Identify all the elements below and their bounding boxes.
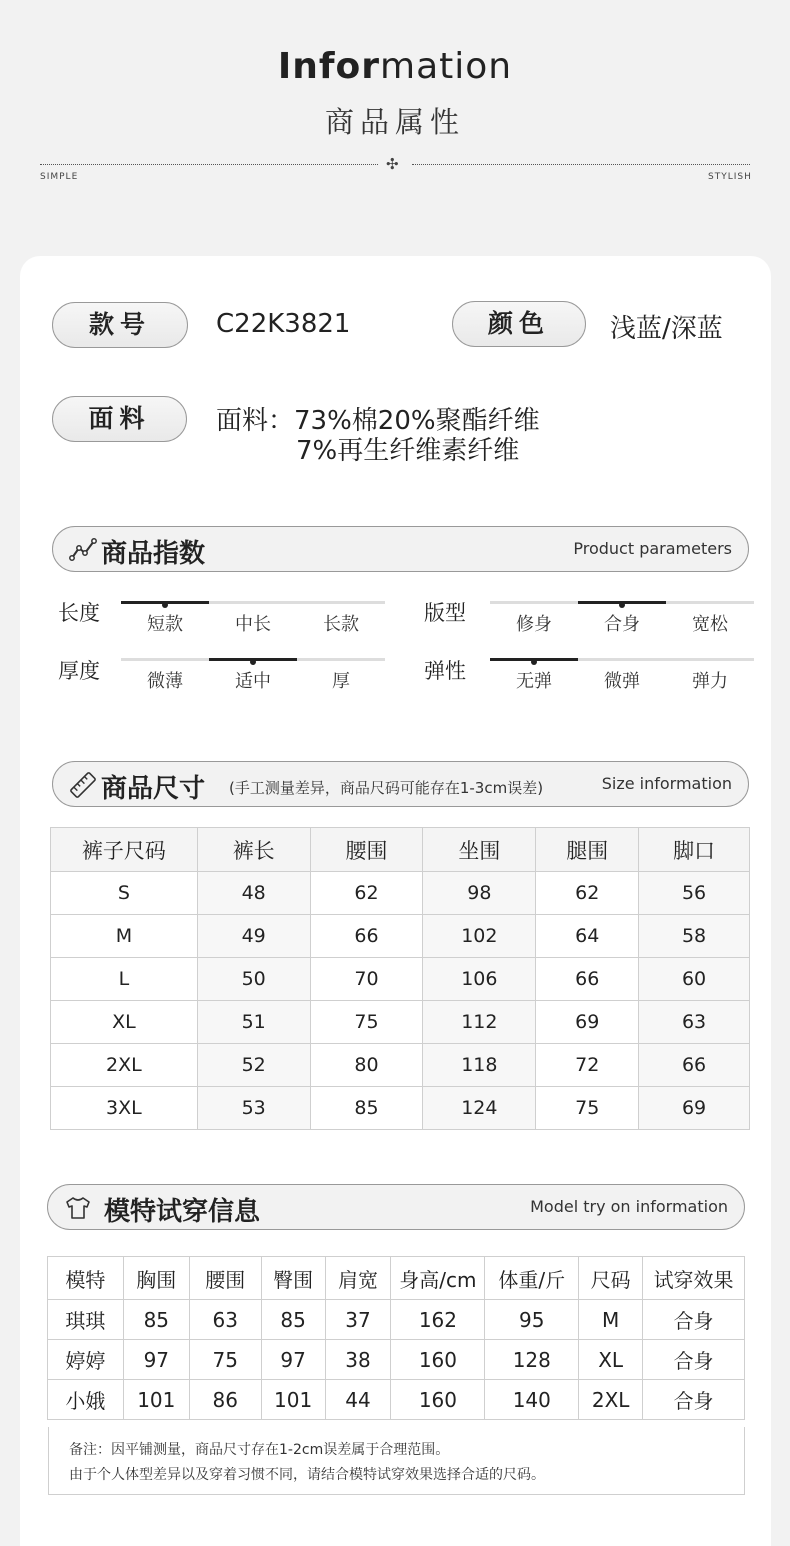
tag-simple: SIMPLE: [40, 172, 79, 182]
size-table-header-cell: 裤长: [197, 828, 310, 872]
model-table-row: [48, 1380, 745, 1420]
index-option: 合身: [604, 614, 640, 635]
model-table-cell: M: [579, 1300, 643, 1340]
index-label: 厚度: [58, 659, 100, 683]
size-table-cell: 51: [197, 1001, 310, 1044]
size-table-cell: 66: [536, 958, 639, 1001]
model-table-cell: 85: [261, 1300, 325, 1340]
size-table-cell: 56: [639, 872, 750, 915]
model-table-cell: 86: [189, 1380, 261, 1420]
size-table-cell: 98: [423, 872, 536, 915]
size-table-header-row: [51, 828, 750, 872]
model-table-cell: 97: [123, 1340, 189, 1380]
size-table-row: [51, 915, 750, 958]
size-table-cell: 3XL: [51, 1087, 198, 1130]
index-option: 长款: [323, 614, 359, 635]
index-marker: [162, 602, 168, 608]
size-table-cell: 58: [639, 915, 750, 958]
model-table-header-cell: 模特: [48, 1257, 124, 1300]
model-table-cell: 128: [485, 1340, 579, 1380]
size-table-cell: 75: [310, 1001, 423, 1044]
model-table-cell: 140: [485, 1380, 579, 1420]
size-table-cell: 106: [423, 958, 536, 1001]
size-table-cell: 72: [536, 1044, 639, 1087]
product-index-header: [52, 526, 749, 572]
size-table-cell: 124: [423, 1087, 536, 1130]
size-table-cell: 80: [310, 1044, 423, 1087]
size-table-cell: XL: [51, 1001, 198, 1044]
model-table-cell: 合身: [643, 1380, 745, 1420]
size-table-cell: 62: [536, 872, 639, 915]
size-table-row: [51, 1044, 750, 1087]
tag-stylish: STYLISH: [708, 172, 752, 182]
size-table-cell: 66: [310, 915, 423, 958]
model-table-cell: 160: [391, 1340, 485, 1380]
cross-ornament-icon: ✣: [386, 155, 399, 173]
model-table: [47, 1256, 745, 1420]
index-option: 修身: [516, 614, 552, 635]
model-table-header-cell: 身高/cm: [391, 1257, 485, 1300]
size-table-cell: 2XL: [51, 1044, 198, 1087]
size-table-header-cell: 裤子尺码: [51, 828, 198, 872]
model-table-cell: 97: [261, 1340, 325, 1380]
model-note: [48, 1427, 745, 1495]
page-title: [0, 46, 790, 87]
index-marker: [531, 659, 537, 665]
index-option: 微弹: [604, 671, 640, 692]
model-table-cell: 101: [123, 1380, 189, 1420]
size-table-header-cell: 腰围: [310, 828, 423, 872]
model-table-header-cell: 腰围: [189, 1257, 261, 1300]
model-table-cell: 162: [391, 1300, 485, 1340]
model-table-row: [48, 1340, 745, 1380]
note-line-2: 由于个人体型差异以及穿着习惯不同，请结合模特试穿效果选择合适的尺码。: [69, 1467, 545, 1483]
chart-line-icon: [69, 536, 97, 564]
model-table-cell: 38: [325, 1340, 391, 1380]
model-info-subtitle: Model try on information: [530, 1197, 728, 1216]
page-subtitle: 商品属性: [324, 105, 465, 139]
index-label: 版型: [424, 601, 466, 625]
index-option: 适中: [235, 671, 271, 692]
divider-right: [412, 164, 750, 165]
size-table-cell: 112: [423, 1001, 536, 1044]
size-info-subtitle: Size information: [601, 774, 732, 793]
size-table-cell: 48: [197, 872, 310, 915]
size-table-cell: 102: [423, 915, 536, 958]
model-table-header-row: [48, 1257, 745, 1300]
size-info-header: [52, 761, 749, 807]
model-table-cell: 婷婷: [48, 1340, 124, 1380]
size-table-cell: 75: [536, 1087, 639, 1130]
size-table-cell: L: [51, 958, 198, 1001]
size-table-cell: 66: [639, 1044, 750, 1087]
model-table-header-cell: 臀围: [261, 1257, 325, 1300]
model-table-cell: 小娥: [48, 1380, 124, 1420]
size-table-cell: S: [51, 872, 198, 915]
model-table-cell: 101: [261, 1380, 325, 1420]
model-table-cell: 合身: [643, 1340, 745, 1380]
color-value: 浅蓝/深蓝: [610, 314, 723, 344]
model-table-header-cell: 胸围: [123, 1257, 189, 1300]
model-table-cell: 44: [325, 1380, 391, 1420]
size-table-cell: 85: [310, 1087, 423, 1130]
model-table-cell: 160: [391, 1380, 485, 1420]
index-marker: [619, 602, 625, 608]
size-table-cell: 63: [639, 1001, 750, 1044]
size-table: [50, 827, 750, 1130]
index-label: 弹性: [424, 659, 466, 683]
fabric-line-2: 7%再生纤维素纤维: [296, 436, 520, 466]
model-info-header: [47, 1184, 745, 1230]
note-line-1: 备注：因平铺测量，商品尺寸存在1-2cm误差属于合理范围。: [69, 1442, 450, 1458]
model-table-row: [48, 1300, 745, 1340]
index-option: 宽松: [692, 614, 728, 635]
model-table-cell: 37: [325, 1300, 391, 1340]
tshirt-icon: [64, 1194, 92, 1222]
model-table-cell: 2XL: [579, 1380, 643, 1420]
model-table-header-cell: 试穿效果: [643, 1257, 745, 1300]
model-table-cell: 85: [123, 1300, 189, 1340]
size-info-note: (手工测量差异，商品尺码可能存在1-3cm误差): [229, 779, 544, 797]
model-table-cell: 合身: [643, 1300, 745, 1340]
model-table-header-cell: 体重/斤: [485, 1257, 579, 1300]
size-table-cell: 118: [423, 1044, 536, 1087]
size-table-header-cell: 坐围: [423, 828, 536, 872]
size-table-row: [51, 872, 750, 915]
fabric-line-1: 面料：73%棉20%聚酯纤维: [216, 406, 540, 436]
index-option: 微薄: [147, 671, 183, 692]
index-label: 长度: [58, 601, 100, 625]
size-table-cell: 69: [639, 1087, 750, 1130]
fabric-label: 面料: [52, 396, 187, 442]
index-marker: [250, 659, 256, 665]
model-table-header-cell: 肩宽: [325, 1257, 391, 1300]
product-index-title: 商品指数: [101, 539, 206, 569]
model-table-cell: 63: [189, 1300, 261, 1340]
size-table-cell: 53: [197, 1087, 310, 1130]
index-option: 厚: [332, 671, 350, 692]
title-light: mation: [380, 46, 513, 87]
index-option: 中长: [235, 614, 271, 635]
model-table-header-cell: 尺码: [579, 1257, 643, 1300]
size-table-header-cell: 脚口: [639, 828, 750, 872]
index-option: 无弹: [516, 671, 552, 692]
model-table-cell: XL: [579, 1340, 643, 1380]
size-table-cell: 64: [536, 915, 639, 958]
size-table-cell: 49: [197, 915, 310, 958]
size-table-cell: 69: [536, 1001, 639, 1044]
model-table-cell: 95: [485, 1300, 579, 1340]
model-table-cell: 75: [189, 1340, 261, 1380]
size-info-title: 商品尺寸: [101, 774, 206, 804]
style-no-value: C22K3821: [216, 309, 351, 339]
model-table-cell: 琪琪: [48, 1300, 124, 1340]
divider-left: [40, 164, 378, 165]
size-table-row: [51, 1087, 750, 1130]
size-table-cell: 52: [197, 1044, 310, 1087]
ruler-icon: [69, 771, 97, 799]
title-bold: Infor: [277, 46, 381, 87]
color-label: 颜色: [452, 301, 586, 347]
index-option: 弹力: [692, 671, 728, 692]
size-table-cell: M: [51, 915, 198, 958]
size-table-row: [51, 958, 750, 1001]
size-table-cell: 60: [639, 958, 750, 1001]
size-table-row: [51, 1001, 750, 1044]
model-info-title: 模特试穿信息: [104, 1197, 261, 1227]
product-index-subtitle: Product parameters: [573, 539, 732, 558]
index-option: 短款: [147, 614, 183, 635]
size-table-header-cell: 腿围: [536, 828, 639, 872]
style-no-label: 款号: [52, 302, 188, 348]
size-table-cell: 70: [310, 958, 423, 1001]
size-table-cell: 62: [310, 872, 423, 915]
size-table-cell: 50: [197, 958, 310, 1001]
